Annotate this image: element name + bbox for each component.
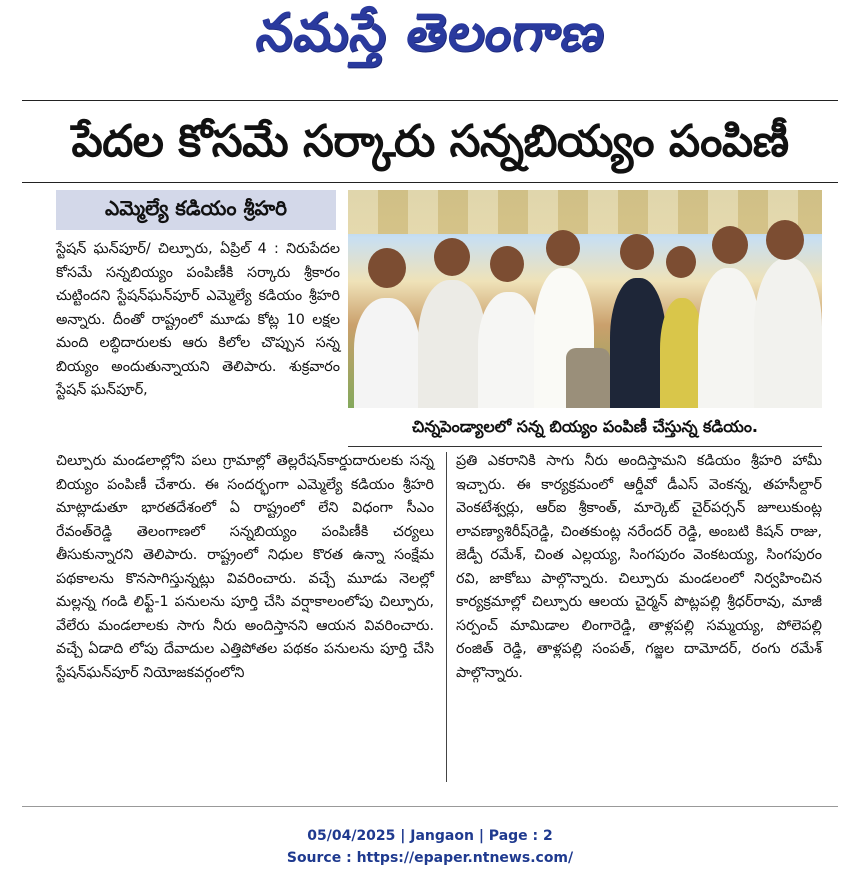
photo-person-head [620, 234, 654, 270]
photo-person [754, 258, 822, 408]
photo-person [418, 280, 486, 408]
photo-person [354, 298, 420, 408]
article-headline: పేదల కోసమే సర్కారు సన్నబియ్యం పంపిణీ [71, 116, 789, 167]
newspaper-masthead [0, 0, 860, 78]
photo-tent-canopy [348, 190, 822, 234]
photo-person [478, 292, 540, 408]
photo-person [610, 278, 666, 408]
photo-rice-bag [566, 348, 610, 408]
photo-person-head [666, 246, 696, 278]
footer-rule [22, 806, 838, 807]
photo-person [698, 268, 760, 408]
photo-person-head [490, 246, 524, 282]
photo-person-head [766, 220, 804, 260]
byline-text: ఎమ్మెల్యే కడియం శ్రీహరి [105, 195, 287, 220]
photo-person-head [546, 230, 580, 266]
caption-rule [348, 446, 822, 447]
header-rule [22, 100, 838, 101]
column-divider [446, 452, 447, 782]
photo-person-head [434, 238, 470, 276]
edition-info: 05/04/2025 | Jangaon | Page : 2 [307, 828, 553, 844]
article-column-1-bottom: చిల్పూరు మండలాల్లోని పలు గ్రామాల్లో తెల్లరేషన్‌కార్డుదారులకు సన్న బియ్యం పంపిణీ చేశారు. ఈ సందర్భంగా ఎమ్మెల్యే కడియం శ్రీహరి మాట్లాడుతూ భారతదేశంలో ఏ రాష్ట్రంలో లేని విధంగా సీఎం రేవంత్‌రెడ్డి తెలంగాణలో సన్నబియ్యం పంపిణీకి చర్యలు తీసుకున్నారని తెలిపారు. రాష్ట్రంలో నిధుల కొరత ఉన్నా సంక్షేమ పథకాలను కొనసాగిస్తున్నట్లు వివరించారు. వచ్చే మూడు నెలల్లో మల్లన్న గండి లిఫ్ట్-1 పనులను పూర్తి చేసి వర్షాకాలంలోపు చిల్పూరు, వేలేరు మండలాలకు సాగు నీరు అందిస్తానని ఆయన వివరించారు. వచ్చే ఏడాది లోపు దేవాదుల ఎత్తిపోతల పథకం పనులను పూర్తి చేసి స్టేషన్‌ఘన్‌పూర్ నియోజకవర్గంలోని [56, 453, 434, 681]
article-column-1-top: స్టేషన్ ఘన్‌పూర్/ చిల్పూరు, ఏప్రిల్ 4 : నిరుపేదల కోసమే సన్నబియ్యం పంపిణీకి సర్కారు శ్రీకారం చుట్టిందని స్టేషన్‌ఘన్‌పూర్ ఎమ్మెల్యే కడియం శ్రీహరి అన్నారు. దీంతో రాష్ట్రంలో మూడు కోట్ల 10 లక్షల మంది లబ్ధిదారులకు ఆరు కిలోల చొప్పున సన్న బియ్యం అందుతున్నాయని తెలిపారు. శుక్రవారం స్టేషన్ ఘన్‌పూర్, [56, 241, 340, 398]
byline-box [56, 190, 336, 230]
photo-caption: చిన్నపెండ్యాలలో సన్న బియ్యం పంపిణీ చేస్తున్న కడియం. [411, 416, 759, 436]
source-link[interactable]: Source : https://epaper.ntnews.com/ [286, 850, 574, 866]
masthead-title: నమస్తే తెలంగాణ [252, 2, 610, 63]
headline-rule [22, 182, 838, 183]
photo-person-head [368, 248, 406, 288]
photo-person-head [712, 226, 748, 264]
article-column-2: ప్రతి ఎకరానికి సాగు నీరు అందిస్తామని కడియం శ్రీహరి హామీ ఇచ్చారు. ఈ కార్యక్రమంలో ఆర్డీవో డీఎస్ వెంకన్న, తహసీల్దార్ వెంకటేశ్వర్లు, ఆర్ఐ శ్రీకాంత్, మార్కెట్ చైర్‌పర్సన్ జూలుకుంట్ల లావణ్యాశిరీష్‌రెడ్డి, చింతకుంట్ల నరేందర్ రెడ్డి, అంబటి కిషన్ రాజు, జెడ్పీ రమేశ్, చింత ఎల్లయ్య, సింగపురం వెంకటయ్య, సింగపురం రవి, జాకోబు పాల్గొన్నారు. చిల్పూరు మండలంలో నిర్వహించిన కార్యక్రమాల్లో చిల్పూరు ఆలయ చైర్మన్ పొట్లపల్లి శ్రీధర్‌రావు, మాజీ సర్పంచ్ మామిడాల లింగారెడ్డి, తాళ్లపల్లి సమ్మయ్య, పోలెపల్లి రంజిత్ రెడ్డి, తాళ్లపల్లి సంపత్, గజ్జల దామోదర్, రంగు రమేశ్ పాల్గొన్నారు. [456, 453, 822, 681]
article-photo [348, 190, 822, 408]
